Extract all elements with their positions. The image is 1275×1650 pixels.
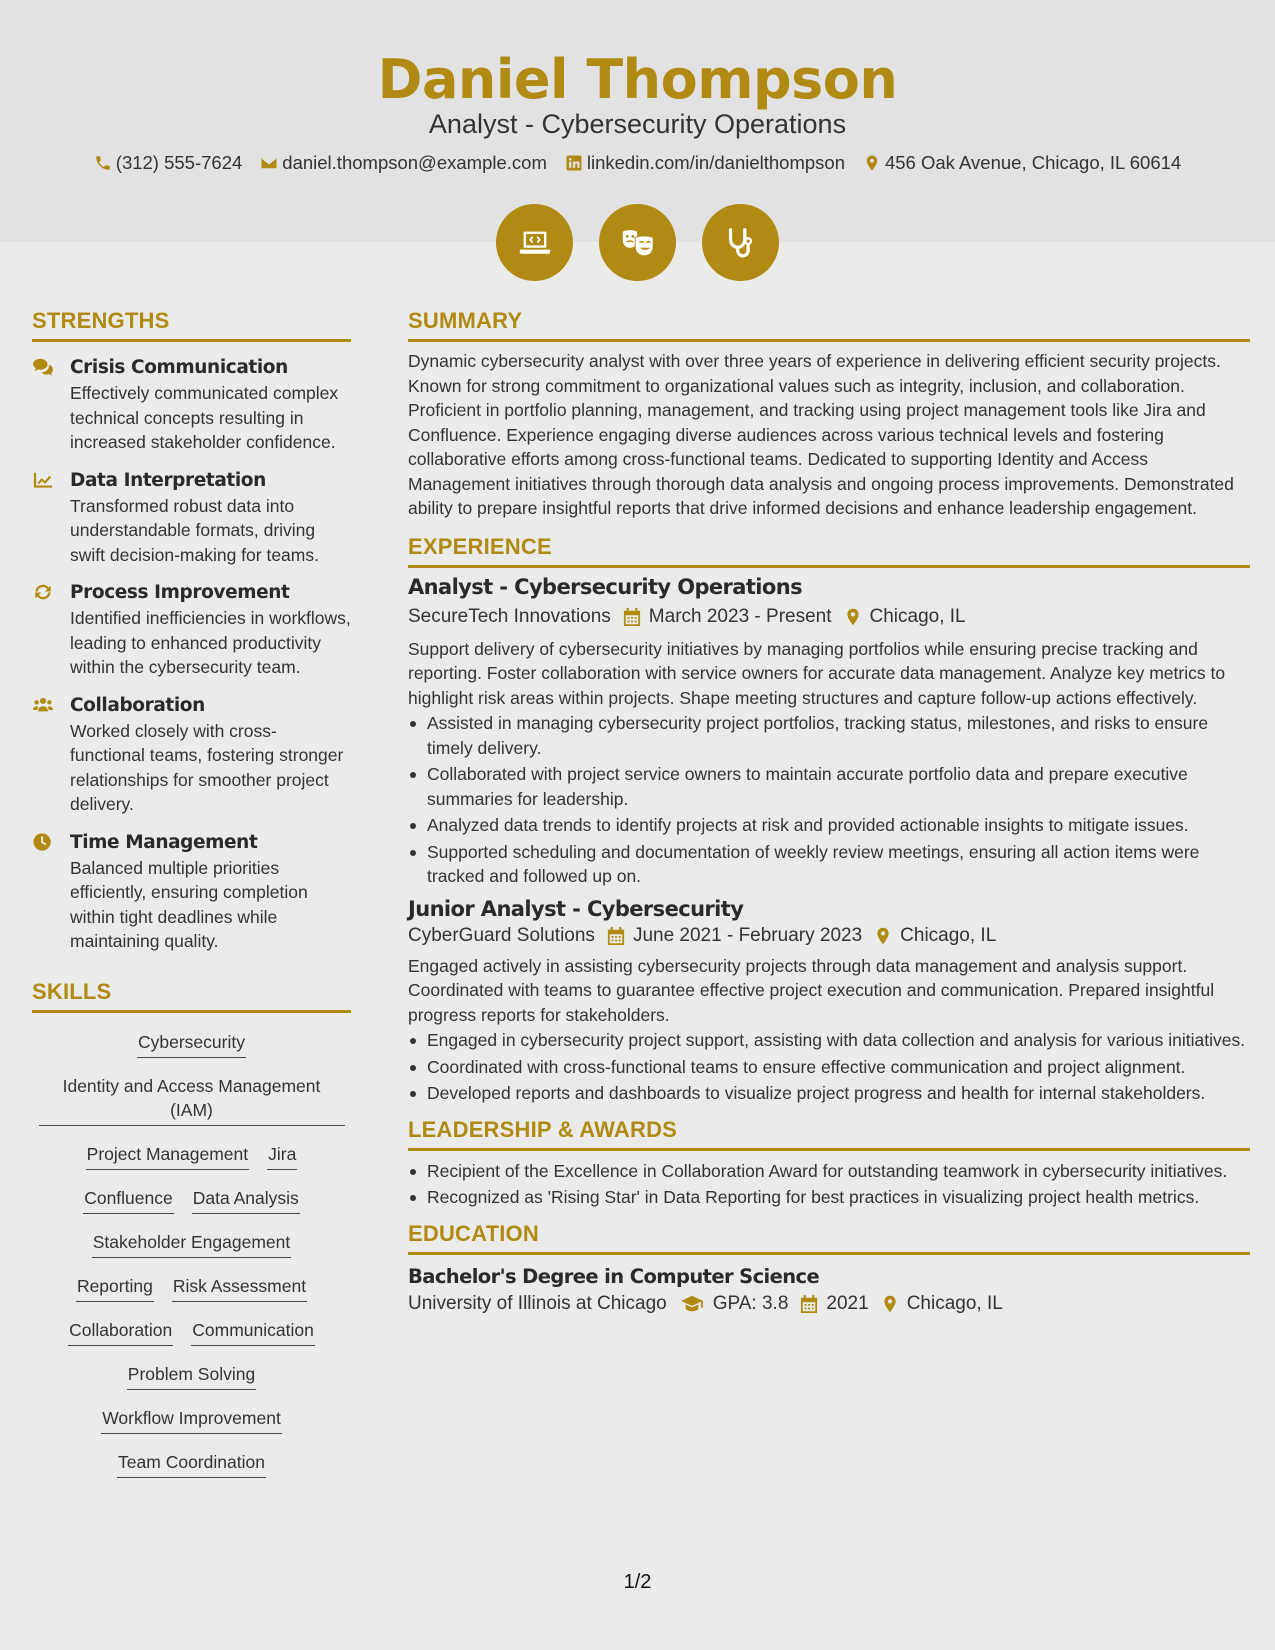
skill-tag: Communication [191,1315,315,1346]
clock-icon [32,832,54,852]
skill-tag: Identity and Access Management (IAM) [39,1071,345,1126]
location-icon [863,154,881,172]
linkedin-text[interactable]: linkedin.com/in/danielthompson [586,152,845,173]
calendar-icon [607,926,625,946]
phone-text[interactable]: (312) 555-7624 [115,152,243,173]
job-bullet: Collaborated with project service owners to maintain accurate portfolio data and prepare executive summaries for leadership. [408,762,1250,811]
job-bullet: Analyzed data trends to identify projects at risk and provided actionable insights to mitigate issues. [408,813,1250,838]
contact-email [260,152,547,174]
award-bullets [408,1159,1250,1210]
badge-laptop [496,204,573,281]
right-column [408,308,1250,1315]
strength-desc: Effectively communicated complex technical concepts resulting in increased stakeholder confidence. [70,383,339,452]
comments-icon [32,357,54,377]
skill-tag: Problem Solving [127,1359,256,1390]
badge-stethoscope [702,204,779,281]
job-bullet: Developed reports and dashboards to visualize project progress and health for internal stakeholders. [408,1081,1250,1106]
laptop-code-icon [516,224,554,262]
address-text: 456 Oak Avenue, Chicago, IL 60614 [884,152,1182,173]
strength-desc: Transformed robust data into understandable formats, driving swift decision-making for teams. [70,495,319,565]
education-gpa: GPA: 3.8 [712,1292,789,1314]
strength-item [32,355,351,455]
job-bullet: Engaged in cybersecurity project support, assisting with data collection and analysis for various initiatives. [408,1028,1250,1053]
job-bullet: Assisted in managing cybersecurity project portfolios, tracking status, milestones, and risks to ensure timely delivery. [408,711,1250,760]
skill-tag: Collaboration [68,1315,173,1346]
header-band [0,0,1275,242]
job-bullet: Supported scheduling and documentation of weekly review meetings, ensuring all action items were tracked and followed up on. [408,840,1250,889]
job-meta [408,606,1250,628]
award-bullet: Recipient of the Excellence in Collaboration Award for outstanding teamwork in cybersecurity initiatives. [408,1159,1250,1184]
job-title: Analyst - Cybersecurity Operations [408,574,802,599]
strength-item [32,468,351,568]
job-company: SecureTech Innovations [408,605,611,627]
skill-tag: Data Analysis [192,1183,300,1214]
job-bullets [408,1028,1250,1106]
left-column [32,308,351,1491]
skill-tag: Cybersecurity [137,1027,246,1058]
strength-name: Collaboration [70,694,205,716]
calendar-icon [800,1294,818,1314]
skill-tag: Jira [267,1139,297,1170]
skill-tag: Confluence [83,1183,174,1214]
candidate-title: Analyst - Cybersecurity Operations [428,109,847,139]
badge-row [0,204,1275,281]
page-number: 1/2 [623,1571,652,1593]
users-icon [32,695,54,715]
job-description: Support delivery of cybersecurity initiatives by managing portfolios while ensuring precise tracking and reporting. Foster collaboration with service owners for accurate data management. Analyze key metrics to highlight risk areas within projects. Shape meeting structures and capture follow-up actions effectively. [408,638,1226,708]
award-bullet: Recognized as 'Rising Star' in Data Reporting for best practices in visualizing project health metrics. [408,1185,1250,1210]
location-icon [881,1294,899,1314]
linkedin-icon [565,154,583,172]
strength-desc: Balanced multiple priorities efficiently, ensuring completion within tight deadlines while maintaining quality. [70,857,308,951]
education-year: 2021 [826,1292,869,1314]
email-text[interactable]: daniel.thompson@example.com [282,152,547,173]
job-meta [408,925,1250,947]
education-degree: Bachelor's Degree in Computer Science [408,1264,820,1288]
chart-line-icon [32,470,54,490]
strength-desc: Worked closely with cross-functional teams, fostering stronger relationships for smoother project delivery. [70,720,344,814]
strength-name: Process Improvement [70,582,290,603]
skills-heading: SKILLS [32,979,351,1013]
theater-masks-icon [619,224,657,262]
strength-name: Data Interpretation [70,469,266,491]
education-meta [408,1293,1250,1315]
skill-tag: Project Management [86,1139,249,1170]
contact-phone [94,152,243,174]
strength-name: Crisis Communication [70,357,288,378]
badge-masks [599,204,676,281]
job-description: Engaged actively in assisting cybersecurity projects through data management and analysis support. Coordinated with teams to guarantee effective project execution and communication. Prepared insightful progress reports for stakeholders. [408,955,1215,1025]
contact-linkedin [565,152,845,174]
awards-heading: LEADERSHIP & AWARDS [408,1117,1250,1151]
job-location: Chicago, IL [900,924,997,946]
skill-tag: Reporting [76,1271,154,1302]
summary-heading: SUMMARY [408,308,1250,342]
education-heading: EDUCATION [408,1221,1250,1255]
strengths-heading: STRENGTHS [32,308,351,342]
calendar-icon [623,607,641,627]
location-icon [844,607,862,627]
candidate-name: Daniel Thompson [377,48,898,111]
skill-tag: Risk Assessment [172,1271,307,1302]
job-bullet: Coordinated with cross-functional teams to ensure effective communication and project alignment. [408,1055,1250,1080]
summary-text: Dynamic cybersecurity analyst with over three years of experience in delivering efficient security projects. Known for strong commitment to organizational values such as integrity, inclusion, and collaboration. Proficient in portfolio planning, management, and tracking using project management tools like Jira and Confluence. Experience engaging diverse audiences across various technical levels and fostering collaborative efforts among cross-functional teams. Dedicated to supporting Identity and Access Management initiatives through thorough data analysis and ongoing process improvements. Demonstrated ability to prepare insightful reports that drive informed decisions and enhance leadership engagement. [408,351,1234,518]
contact-bar [0,152,1275,174]
graduation-cap-icon [679,1294,705,1314]
job-bullets [408,711,1250,889]
skill-tag: Workflow Improvement [101,1403,282,1434]
education-school: University of Illinois at Chicago [408,1292,667,1314]
skills-list [32,1027,351,1478]
strength-item [32,830,351,954]
skill-tag: Team Coordination [117,1447,266,1478]
job-entry [408,897,1250,1106]
job-dates: June 2021 - February 2023 [632,924,863,946]
strength-name: Time Management [70,831,258,853]
strength-item [32,580,351,680]
location-icon [874,926,892,946]
email-icon [260,154,278,172]
skill-tag: Stakeholder Engagement [92,1227,292,1258]
stethoscope-icon [722,224,760,262]
job-dates: March 2023 - Present [648,605,832,627]
job-entry [408,575,1250,889]
sync-icon [32,582,54,602]
job-company: CyberGuard Solutions [408,924,595,946]
phone-icon [94,154,112,172]
job-location: Chicago, IL [869,605,966,627]
strength-desc: Identified inefficiencies in workflows, leading to enhanced productivity within the cybersecurity team. [70,608,351,677]
education-location: Chicago, IL [906,1292,1003,1314]
job-title: Junior Analyst - Cybersecurity [408,896,744,921]
strength-item [32,693,351,817]
experience-heading: EXPERIENCE [408,534,1250,568]
contact-address [863,152,1181,174]
